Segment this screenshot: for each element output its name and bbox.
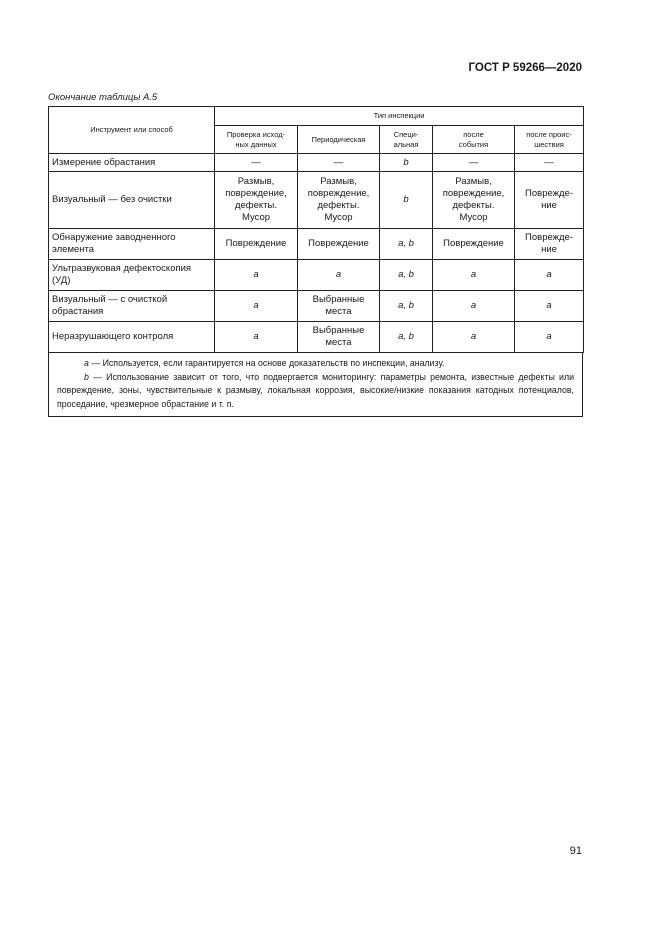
table-cell: Поврежде- ние	[515, 229, 584, 260]
table-cell: —	[298, 154, 380, 172]
table-row	[49, 291, 584, 322]
table-cell: a	[515, 291, 584, 322]
table-cell: Размыв, повреждение, дефекты. Мусор	[215, 172, 298, 229]
table-cell: —	[515, 154, 584, 172]
table-cell: —	[433, 154, 515, 172]
page-number: 91	[569, 845, 582, 857]
subheader-cell: Периодическая	[298, 126, 380, 154]
standard-designation: ГОСТ Р 59266—2020	[468, 62, 582, 74]
table-cell: Размыв, повреждение, дефекты. Мусор	[433, 172, 515, 229]
subheader-cell: Проверка исход- ных данных	[215, 126, 298, 154]
table-cell: a	[215, 322, 298, 353]
table-cell: a	[515, 260, 584, 291]
table-cell: Поврежде- ние	[515, 172, 584, 229]
table-notes	[48, 353, 583, 417]
table-container	[48, 106, 583, 417]
footnote-text: — Использование зависит от того, что подвергается мониторингу: параметры ремонта, известные дефекты или повреждение, зоны, чувствительные к размыву, локальная коррозия, высокие/низкие показания катодных потенциалов, проседание, чрезмерное обрастание и т. п.	[57, 371, 574, 409]
row-label: Визуальный — без очистки	[49, 172, 215, 229]
row-label: Ультразвуковая дефектоскопия (УД)	[49, 260, 215, 291]
table-row	[49, 229, 584, 260]
subheader-cell: Специ- альная	[380, 126, 433, 154]
table-cell: Повреждение	[298, 229, 380, 260]
table-cell: a	[433, 291, 515, 322]
table-cell: Повреждение	[433, 229, 515, 260]
table-row	[49, 260, 584, 291]
row-label: Обнаружение заводненного элемента	[49, 229, 215, 260]
table-cell: a	[515, 322, 584, 353]
table-caption: Окончание таблицы А.5	[48, 92, 158, 103]
table-cell: Выбранные места	[298, 291, 380, 322]
table-cell: a	[433, 260, 515, 291]
table-cell: a, b	[380, 260, 433, 291]
table-cell: a, b	[380, 229, 433, 260]
subheader-cell: после события	[433, 126, 515, 154]
table-cell: —	[215, 154, 298, 172]
table-cell: a	[433, 322, 515, 353]
table-cell: b	[380, 154, 433, 172]
row-label: Измерение обрастания	[49, 154, 215, 172]
inspection-table	[48, 106, 584, 353]
table-cell: b	[380, 172, 433, 229]
col-header-inspection-type: Тип инспекции	[215, 107, 584, 126]
table-cell: a	[215, 291, 298, 322]
table-cell: Повреждение	[215, 229, 298, 260]
table-row	[49, 172, 584, 229]
row-label: Неразрушающего контроля	[49, 322, 215, 353]
col-header-instrument: Инструмент или способ	[49, 107, 215, 154]
table-row	[49, 154, 584, 172]
footnote-text: — Используется, если гарантируется на основе доказательств по инспекции, анализу.	[88, 358, 445, 368]
table-cell: a, b	[380, 322, 433, 353]
footnote-mark: a	[84, 358, 89, 368]
table-cell: Размыв, повреждение, дефекты. Мусор	[298, 172, 380, 229]
footnote	[57, 371, 574, 412]
table-cell: a	[298, 260, 380, 291]
table-cell: a	[215, 260, 298, 291]
footnote-mark: b	[84, 371, 89, 382]
footnote	[57, 357, 574, 371]
table-cell: Выбранные места	[298, 322, 380, 353]
table-row	[49, 322, 584, 353]
subheader-cell: после проис- шествия	[515, 126, 584, 154]
table-cell: a, b	[380, 291, 433, 322]
row-label: Визуальный — с очисткой обрастания	[49, 291, 215, 322]
